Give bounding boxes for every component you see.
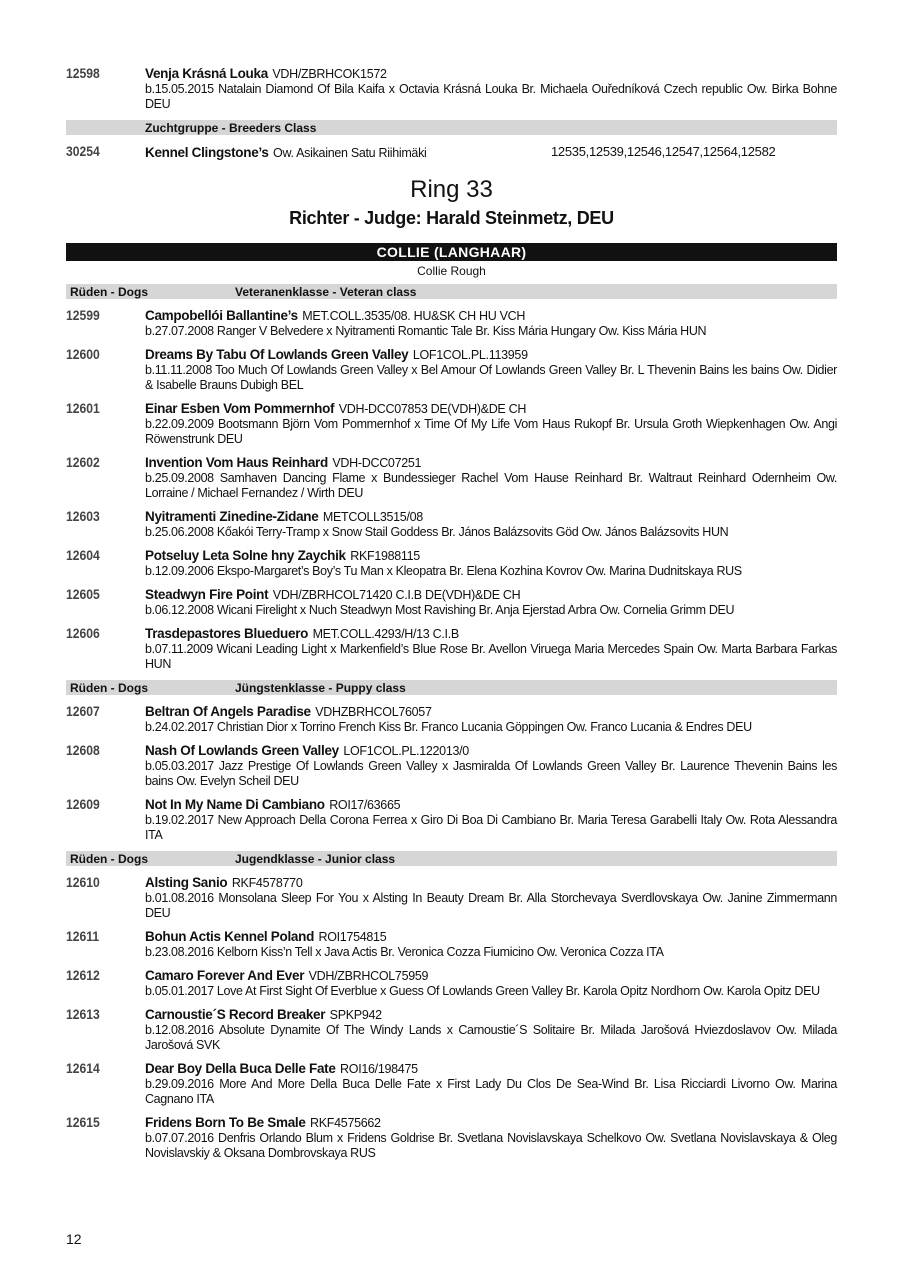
entry-number: 12615: [66, 1115, 100, 1130]
dog-name: Camaro Forever And Ever: [145, 968, 305, 983]
entry-number: 12610: [66, 875, 100, 890]
registration: ROI17/63665: [329, 798, 401, 812]
entry-number: 12607: [66, 704, 100, 719]
registration: VDH/ZBRHCOL75959: [308, 969, 429, 983]
entry-number: 12613: [66, 1007, 100, 1022]
sex-label: Rüden - Dogs: [70, 285, 148, 299]
dog-details: b.25.06.2008 Kőakói Terry-Tramp x Snow Stail Goddess Br. János Balázsovits Göd Ow. János Balázsovits HUN: [145, 525, 729, 539]
dog-name: Nyitramenti Zinedine-Zidane: [145, 509, 319, 524]
entry-number: 12614: [66, 1061, 100, 1076]
dog-entry: [66, 66, 837, 112]
registration: MET.COLL.3535/08. HU&SK CH HU VCH: [302, 309, 526, 323]
dog-entry: [66, 347, 837, 393]
dog-details: b.06.12.2008 Wicani Firelight x Nuch Steadwyn Most Ravishing Br. Anja Ejerstad Arbra Ow. Cornelia Grimm DEU: [145, 603, 735, 617]
ring-title: Ring 33: [410, 176, 493, 203]
class-band: [66, 851, 837, 866]
registration: ROI16/198475: [340, 1062, 418, 1076]
dog-entry: [66, 743, 837, 789]
judge-title: Richter - Judge: Harald Steinmetz, DEU: [289, 208, 614, 228]
dog-name: Trasdepastores Blueduero: [145, 626, 309, 641]
dog-entry: [66, 929, 837, 960]
catalog-page: [66, 66, 837, 1169]
registration: VDH-DCC07853 DE(VDH)&DE CH: [338, 402, 527, 416]
dog-entry: [66, 587, 837, 618]
dog-details: b.23.08.2016 Kelborn Kiss’n Tell x Java Actis Br. Veronica Cozza Fiumicino Ow. Veronica Cozza ITA: [145, 945, 664, 959]
class-label: Jüngstenklasse - Puppy class: [235, 681, 406, 695]
dog-entry: [66, 308, 837, 339]
dog-details: b.25.09.2008 Samhaven Dancing Flame x Bundessieger Rachel Vom Hause Reinhard Br. Waltraut Reinhard Odernheim Ow. Lorraine / Michael Fernandez / Wirth DEU: [145, 471, 837, 500]
dog-name: Alsting Sanio: [145, 875, 228, 890]
registration: ROI1754815: [318, 930, 387, 944]
registration: MET.COLL.4293/H/13 C.I.B: [312, 627, 459, 641]
kennel-owner: Ow. Asikainen Satu Riihimäki: [273, 146, 427, 160]
dog-name: Steadwyn Fire Point: [145, 587, 269, 602]
entry-number: 12604: [66, 548, 100, 563]
dog-entry: [66, 1115, 837, 1161]
registration: VDH/ZBRHCOL71420 C.I.B DE(VDH)&DE CH: [272, 588, 521, 602]
registration: RKF1988115: [350, 549, 420, 563]
dog-entry: [66, 875, 837, 921]
dog-details: b.27.07.2008 Ranger V Belvedere x Nyitramenti Romantic Tale Br. Kiss Mária Hungary Ow. Kiss Mária HUN: [145, 324, 707, 338]
registration: VDHZBRHCOL76057: [315, 705, 432, 719]
dog-details: b.11.11.2008 Too Much Of Lowlands Green Valley x Bel Amour Of Lowlands Green Valley Br. L Thevenin Bains les bains Ow. Didier & Isabelle Brauns Dubigh BEL: [145, 363, 837, 392]
entry-number: 12601: [66, 401, 100, 416]
page-number: 12: [66, 1231, 82, 1247]
entry-number: 12606: [66, 626, 100, 641]
kennel-entry: [66, 144, 837, 162]
dog-entry: [66, 548, 837, 579]
dog-name: Campobellói Ballantine’s: [145, 308, 298, 323]
dog-details: b.12.09.2006 Ekspo-Margaret’s Boy’s Tu Man x Kleopatra Br. Elena Kozhina Kovrov Ow. Marina Dudnitskaya RUS: [145, 564, 742, 578]
dog-details: b.05.01.2017 Love At First Sight Of Everblue x Guess Of Lowlands Green Valley Br. Karola Opitz Nordhorn Ow. Karola Opitz DEU: [145, 984, 820, 998]
dog-entry: [66, 401, 837, 447]
class-label: Veteranenklasse - Veteran class: [235, 285, 417, 299]
registration: VDH/ZBRHCOK1572: [272, 67, 387, 81]
dog-entry: [66, 1061, 837, 1107]
entry-number: 12598: [66, 66, 100, 81]
dog-details: b.07.07.2016 Denfris Orlando Blum x Fridens Goldrise Br. Svetlana Novislavskaya Schelkovo Ow. Svetlana Novislavskaya & Oleg Novislavskiy & Oksana Dombrovskaya RUS: [145, 1131, 837, 1160]
dog-name: Bohun Actis Kennel Poland: [145, 929, 315, 944]
class-band: [66, 680, 837, 695]
dog-entry: [66, 797, 837, 843]
registration: METCOLL3515/08: [322, 510, 423, 524]
entry-number: 12603: [66, 509, 100, 524]
entry-number: 12611: [66, 929, 100, 944]
registration: LOF1COL.PL.122013/0: [343, 744, 469, 758]
dog-details: b.05.03.2017 Jazz Prestige Of Lowlands Green Valley x Jasmiralda Of Lowlands Green Valley Br. Laurence Thevenin Bains les bains Ow. Evelyn Scheil DEU: [145, 759, 837, 788]
entry-number: 12602: [66, 455, 100, 470]
breeders-class-label: Zuchtgruppe - Breeders Class: [145, 121, 317, 135]
entry-number: 12612: [66, 968, 100, 983]
entry-number: 12600: [66, 347, 100, 362]
dog-details: b.24.02.2017 Christian Dior x Torrino French Kiss Br. Franco Lucania Göppingen Ow. Franco Lucania & Endres DEU: [145, 720, 752, 734]
registration: RKF4578770: [231, 876, 303, 890]
dog-details: b.01.08.2016 Monsolana Sleep For You x Alsting In Beauty Dream Br. Alla Storchevaya Sverdlovskaya Ow. Janine Zimmermann DEU: [145, 891, 837, 920]
dog-name: Dear Boy Della Buca Delle Fate: [145, 1061, 336, 1076]
dog-entry: [66, 968, 837, 999]
sex-label: Rüden - Dogs: [70, 681, 148, 695]
entry-number: 12599: [66, 308, 100, 323]
kennel-dog-ids: 12535,12539,12546,12547,12564,12582: [551, 144, 776, 159]
entry-number: 12608: [66, 743, 100, 758]
kennel-number: 30254: [66, 144, 100, 159]
entry-number: 12605: [66, 587, 100, 602]
class-band: [66, 120, 837, 135]
dog-name: Invention Vom Haus Reinhard: [145, 455, 328, 470]
dog-name: Dreams By Tabu Of Lowlands Green Valley: [145, 347, 409, 362]
dog-entry: [66, 455, 837, 501]
dog-entry: [66, 704, 837, 735]
dog-details: b.15.05.2015 Natalain Diamond Of Bila Kaifa x Octavia Krásná Louka Br. Michaela Ouředníková Czech republic Ow. Birka Bohne DEU: [145, 82, 837, 111]
class-band: [66, 284, 837, 299]
dog-entry: [66, 509, 837, 540]
dog-name: Einar Esben Vom Pommernhof: [145, 401, 335, 416]
registration: SPKP942: [329, 1008, 382, 1022]
dog-name: Not In My Name Di Cambiano: [145, 797, 325, 812]
kennel-name: Kennel Clingstone’s: [145, 145, 269, 160]
dog-name: Fridens Born To Be Smale: [145, 1115, 306, 1130]
registration: VDH-DCC07251: [332, 456, 422, 470]
dog-details: b.12.08.2016 Absolute Dynamite Of The Windy Lands x Carnoustie´S Solitaire Br. Milada Jarošová Hviezdoslavov Ow. Milada Jarošová SVK: [145, 1023, 837, 1052]
breed-header: COLLIE (LANGHAAR): [66, 243, 837, 261]
dog-name: Venja Krásná Louka: [145, 66, 268, 81]
registration: LOF1COL.PL.113959: [412, 348, 528, 362]
dog-name: Carnoustie´S Record Breaker: [145, 1007, 326, 1022]
entry-number: 12609: [66, 797, 100, 812]
sex-label: Rüden - Dogs: [70, 852, 148, 866]
dog-details: b.19.02.2017 New Approach Della Corona Ferrea x Giro Di Boa Di Cambiano Br. Maria Teresa Garabelli Italy Ow. Rota Alessandra ITA: [145, 813, 837, 842]
dog-entry: [66, 626, 837, 672]
dog-name: Beltran Of Angels Paradise: [145, 704, 311, 719]
dog-entry: [66, 1007, 837, 1053]
breed-subtitle: Collie Rough: [417, 264, 486, 278]
dog-details: b.22.09.2009 Bootsmann Björn Vom Pommernhof x Time Of My Life Vom Haus Rukopf Br. Ursula Groth Wiepkenhagen Ow. Angi Röwenstrunk DEU: [145, 417, 837, 446]
class-label: Jugendklasse - Junior class: [235, 852, 396, 866]
registration: RKF4575662: [310, 1116, 381, 1130]
dog-details: b.29.09.2016 More And More Della Buca Delle Fate x First Lady Du Clos De Sea-Wind Br. Lisa Ricciardi Livorno Ow. Marina Cagnano ITA: [145, 1077, 837, 1106]
dog-details: b.07.11.2009 Wicani Leading Light x Markenfield’s Blue Rose Br. Avellon Viruega Maria Mercedes Spain Ow. Marta Barbara Farkas HUN: [145, 642, 837, 671]
dog-name: Potseluy Leta Solne hny Zaychik: [145, 548, 346, 563]
dog-name: Nash Of Lowlands Green Valley: [145, 743, 339, 758]
class-sections: [66, 284, 837, 1161]
